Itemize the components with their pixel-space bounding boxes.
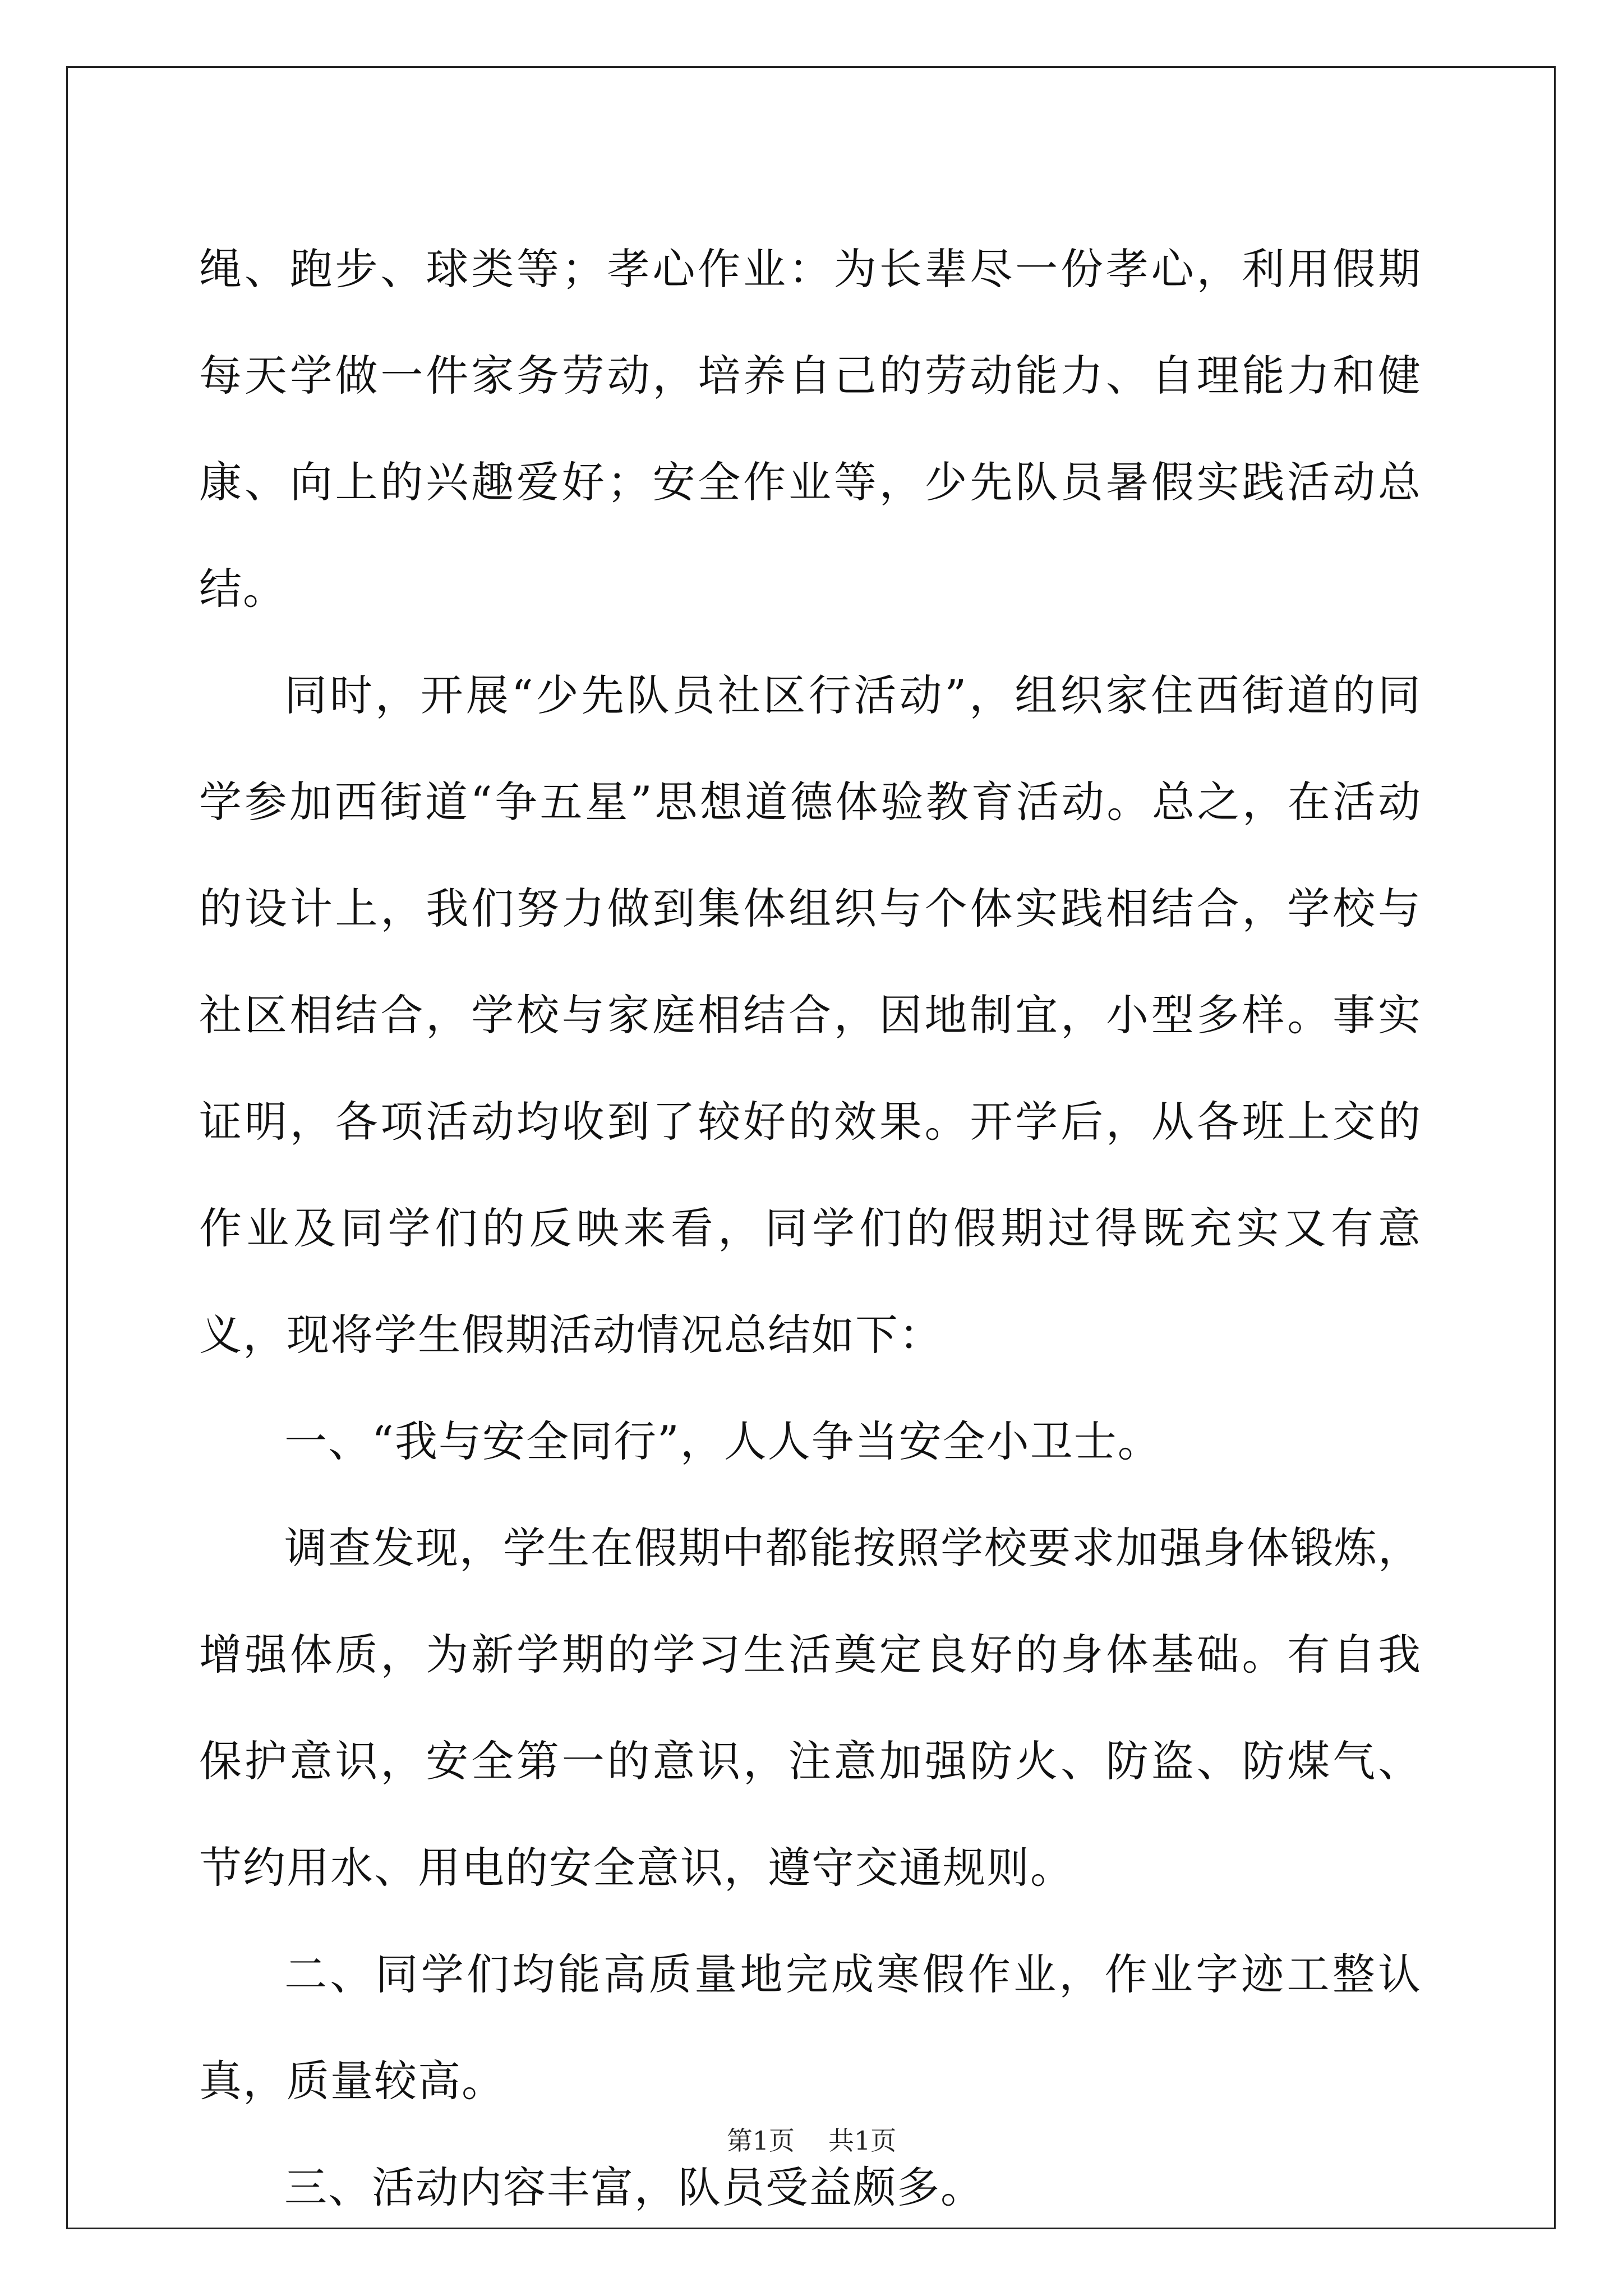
paragraph-2: 同时，开展“少先队员社区行活动”，组织家住西街道的同学参加西街道“争五星”思想道德体验教育活动。总之，在活动的设计上，我们努力做到集体组织与个体实践相结合，学校与社区相结合，学校与家庭相结合，因地制宜，小型多样。事实证明，各项活动均收到了较好的效果。开学后，从各班上交的作业及同学们的反映来看，同学们的假期过得既充实又有意义，现将学生假期活动情况总结如下：: [199, 670, 1422, 1360]
paragraph-4: 调查发现，学生在假期中都能按照学校要求加强身体锻炼，增强体质，为新学期的学习生活奠定良好的身体基础。有自我保护意识，安全第一的意识，注意加强防火、防盗、防煤气、节约用水、用电的安全意识，遵守交通规则。: [199, 1523, 1422, 1893]
paragraph-6: 三、活动内容丰富，队员受益颇多。: [284, 2162, 984, 2212]
page-number: 第1页: [726, 2125, 795, 2156]
paragraph-5: 二、同学们均能高质量地完成寒假作业，作业字迹工整认真，质量较高。: [199, 1949, 1422, 2106]
paragraph-1: 绳、跑步、球类等；孝心作业：为长辈尽一份孝心，利用假期每天学做一件家务劳动，培养自己的劳动能力、自理能力和健康、向上的兴趣爱好；安全作业等，少先队员暑假实践活动总结。: [199, 244, 1422, 614]
page-total: 共1页: [828, 2125, 897, 2156]
paragraph-3-heading: 一、“我与安全同行”，人人争当安全小卫士。: [284, 1416, 1161, 1466]
document-body: [199, 216, 1422, 2241]
page-footer: [0, 2120, 1623, 2157]
